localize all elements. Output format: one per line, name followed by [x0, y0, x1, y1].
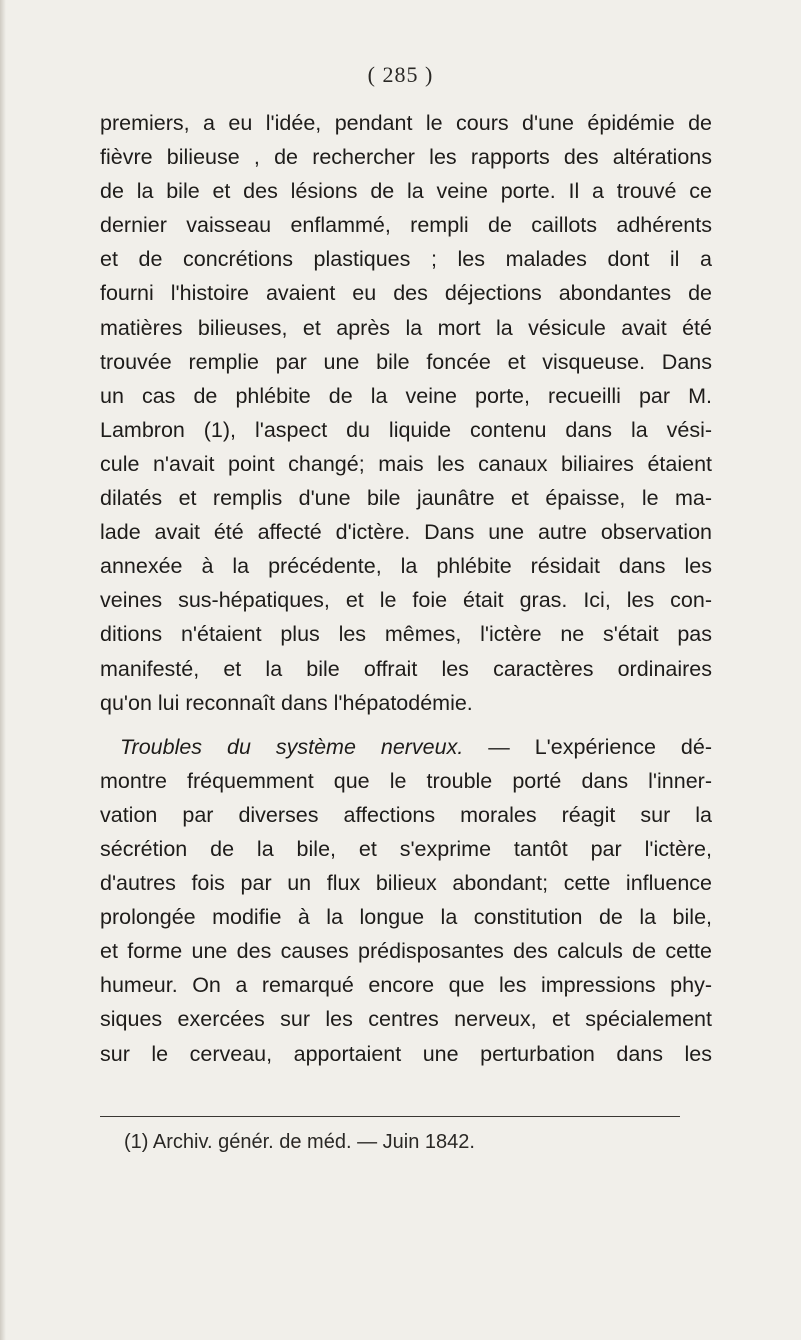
text-line: dernier vaisseau enflammé, rempli de caillots adhérents [100, 213, 712, 238]
page-number: ( 285 ) [367, 62, 434, 87]
text-line: de la bile et des lésions de la veine porte. Il a trouvé ce [100, 179, 712, 204]
text-line: sur le cerveau, apportaient une perturbation dans les [100, 1041, 712, 1066]
text-line: veines sus-hépatiques, et le foie était gras. Ici, les con- [100, 588, 712, 613]
text-line: fièvre bilieuse , de rechercher les rapports des altérations [100, 145, 712, 170]
text-line: un cas de phlébite de la veine porte, recueilli par M. [100, 383, 712, 408]
text-line: premiers, a eu l'idée, pendant le cours d'une épidémie de [100, 111, 712, 135]
text-line: annexée à la précédente, la phlébite résidait dans les [100, 554, 712, 579]
text-line: qu'on lui reconnaît dans l'hépatodémie. [100, 690, 473, 715]
text-line: cule n'avait point changé; mais les canaux biliaires étaient [100, 451, 712, 476]
section-heading-rest: — L'expérience dé- [463, 734, 712, 759]
text-line: dilatés et remplis d'une bile jaunâtre et épaisse, le ma- [100, 486, 712, 511]
section-title: Troubles du système nerveux. [120, 734, 464, 759]
text-line: manifesté, et la bile offrait les caractères ordinaires [100, 656, 712, 681]
text-line: fourni l'histoire avaient eu des déjections abondantes de [100, 281, 712, 306]
paragraph-1 [100, 106, 712, 720]
text-line: et de concrétions plastiques ; les malades dont il a [100, 247, 712, 272]
text-line: vation par diverses affections morales réagit sur la [100, 802, 712, 827]
text-line: matières bilieuses, et après la mort la vésicule avait été [100, 315, 712, 340]
text-line: lade avait été affecté d'ictère. Dans une autre observation [100, 520, 712, 545]
footnote: (1) Archiv. génér. de méd. — Juin 1842. [124, 1131, 475, 1153]
body-text [100, 106, 712, 1071]
text-line: trouvée remplie par une bile foncée et visqueuse. Dans [100, 349, 712, 374]
text-line: prolongée modifie à la longue la constitution de la bile, [100, 905, 712, 930]
text-line: Lambron (1), l'aspect du liquide contenu dans la vési- [100, 417, 712, 442]
footnote-divider [100, 1116, 680, 1117]
text-line: ditions n'étaient plus les mêmes, l'ictère ne s'était pas [100, 622, 712, 647]
text-line: d'autres fois par un flux bilieux abondant; cette influence [100, 871, 712, 896]
section-heading-line [100, 730, 712, 764]
page-binding-edge [0, 0, 6, 1340]
text-line: montre fréquemment que le trouble porté dans l'inner- [100, 768, 712, 793]
text-line: siques exercées sur les centres nerveux, et spécialement [100, 1007, 712, 1032]
text-line: sécrétion de la bile, et s'exprime tantôt par l'ictère, [100, 836, 712, 861]
paragraph-2 [100, 730, 712, 1071]
text-line: humeur. On a remarqué encore que les impressions phy- [100, 973, 712, 998]
text-line: et forme une des causes prédisposantes des calculs de cette [100, 939, 712, 964]
